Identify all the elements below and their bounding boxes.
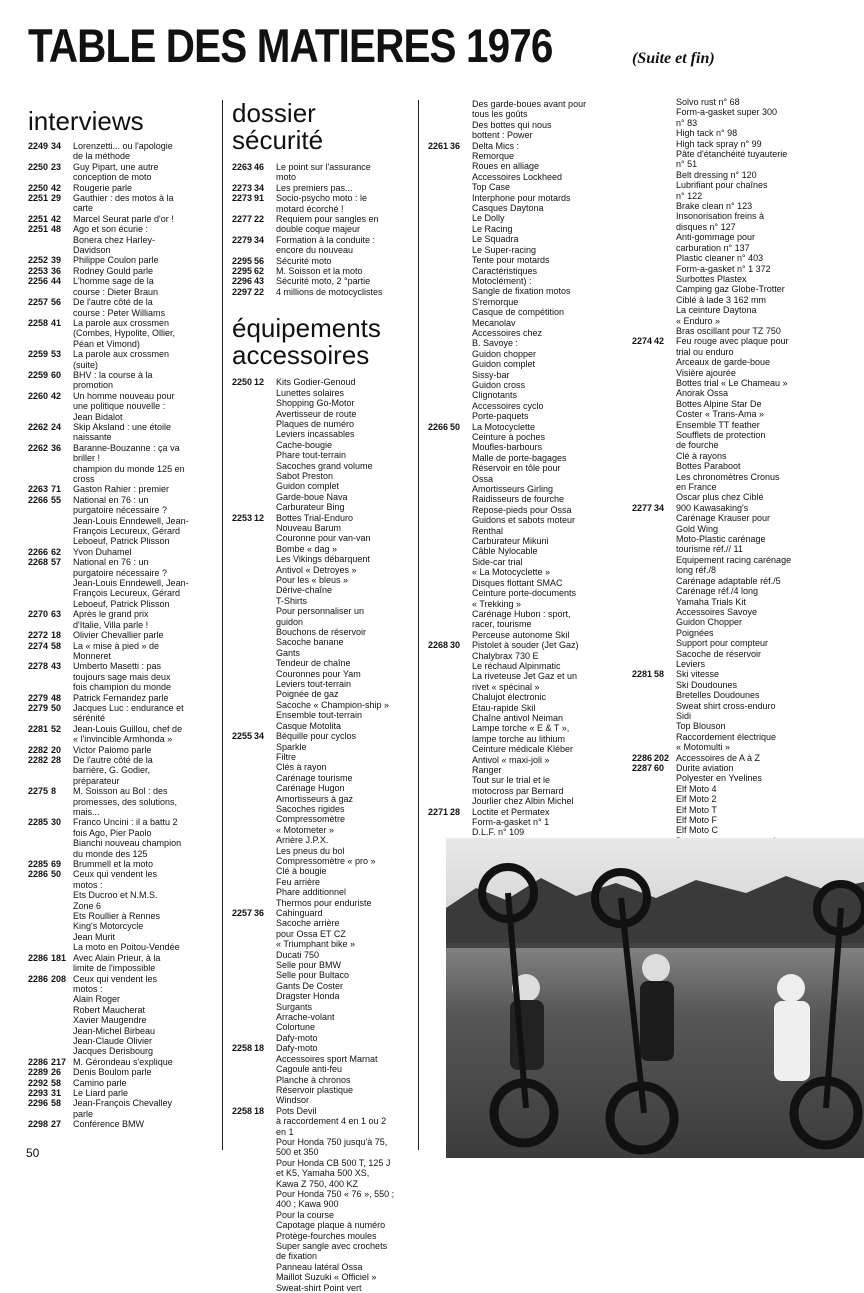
issue-number: 2270 [28,609,49,620]
entry-text: Béquille pour cyclos Sparkle Filtre Clés à rayon Carénage tourisme Carénage Hugon Amortisseurs à gaz Sacoches rigides Compressomètre « Motometer » Arrière J.P.X. Les pneus du bol Compressomètre « pro » Clé à bougie Feu arrière Phare additionnel Thermos pour enduriste [276,731,376,908]
page-ref: 58 [51,640,62,651]
toc-entry [28,193,220,214]
issue-number: 2261 [428,140,449,151]
toc-entry [28,318,220,349]
toc-entry [28,547,220,557]
issue-number: 2296 [232,276,253,287]
issue-number: 2257 [232,908,253,918]
issue-number: 2293 [28,1087,49,1098]
issue-number: 2258 [28,317,49,328]
entry-text: Delta Mics : Remorque Roues en alliage Accessoires Lockheed Top Case Interphone pour motards Casques Daytona Le Dolly Le Racing Le Squadra Le Super-racing Tente pour motards Caractéristiques Motoclément) : Sangle de fixation motos S'remorque Casque de compétition Mecanolav Accessoires chez B. Savoye : Guidon chopper Guidon complet Sissy-bar Guidon cross Clignotants Accessoires cyclo Porte-paquets [472,140,571,422]
toc-entry [28,1067,220,1077]
toc-entry [232,193,414,214]
entry-text: Jean-François Chevalley parle [73,1098,173,1119]
entry-text: La Motocyclette Ceinture à poches Moufles-barbours Malle de porte-bagages Réservoir en tôle pour Ossa Amortisseurs Girling Raidisseurs de fourche Repose-pieds pour Ossa Guidons et sabots moteur Renthal Carburateur Mikuni Câble Nylocable Side-car trial « La Motocyclette » Disques flottant SMAC Ceinture porte-documents « Trekking » Carénage Hubon : sport, racer, tourisme Perceuse autonome Skil [472,421,577,640]
toc-entry [28,1078,220,1088]
page-ref: 30 [450,640,461,651]
toc-entry [232,731,414,908]
entry-text: Bottes Trial-Enduro Nouveau Barum Couronne pour van-van Bombe « dag » Les Vikings débarquent Antivol « Detroyes » Pour les « bleus » Dérive-chaîne T-Shirts Pour personnaliser un guidon Bouchons de réservoir Sacoche banane Gants Tendeur de chaîne Couronnes pour Yam Leviers tout-terrain Poignée de gaz Sacoche « Champion-ship » Ensemble tout-terrain Casque Motolita [276,512,390,731]
issue-number: 2260 [28,390,49,401]
heading-line: dossier [232,98,316,128]
toc-entry [232,256,414,266]
entry-text: Solvo rust n° 68 Form-a-gasket super 300 n° 83 High tack n° 98 High tack spray n° 99 Pâte d'étanchéité tuyauterie n° 51 Belt dressing n° 120 Lubrifiant pour chaînes n° 122 Brake clean n° 123 Insonorisation freins à disques n° 127 Anti-gommage pour carburation n° 137 Plastic cleaner n° 403 Form-a-gasket n° 1 372 Surbottes Plastex Camping gaz Globe-Trotter Ciblé à lade 3 162 mm La ceinture Daytona « Enduro » Bras oscillant pour TZ 750 [676,97,788,336]
entry-text: Sécurité moto, 2 °partie [276,276,371,287]
entry-text: Brummell et la moto [73,859,154,870]
toc-entry [428,141,628,422]
issue-number: 2252 [28,255,49,266]
page-ref: 8 [51,786,57,797]
entry-text: Ago et son écurie : Bonera chez Harley- Davidson [73,224,156,256]
page-ref: 34 [654,502,665,513]
toc-entry [632,669,858,752]
issue-number: 2295 [232,266,253,277]
entry-text: Accessoires de A à Z [676,752,761,763]
issue-number: 2279 [232,234,253,245]
page-ref: 42 [51,390,62,401]
entry-text: 4 millions de motocyclistes [276,286,383,297]
page-ref: 12 [254,512,265,523]
page-ref: 34 [51,141,62,151]
toc-entry [28,745,220,755]
entry-text: Rougerie parle [73,182,133,193]
entry-text: Ceux qui vendent les motos : Ets Ducroo et N.M.S. Zone 6 Ets Roullier à Rennes King's Motorcycle Jean Murit La moto en Poitou-Vendée [73,869,180,953]
issue-number: 2279 [28,702,49,713]
entry-text: Les premiers pas... [276,182,353,193]
entry-text: Jean-Louis Guillou, chef de « l'invincible Armhonda » [73,723,183,745]
page-ref: 39 [51,255,62,266]
toc-entry [28,224,220,255]
issue-number: 2250 [28,182,49,193]
toc-entry [28,661,220,692]
page-ref: 36 [450,140,461,151]
issue-number: 2262 [28,421,49,432]
entry-text: Sécurité moto [276,255,332,266]
toc-entry [28,266,220,276]
issue-number: 2258 [232,1105,253,1116]
issue-number: 2285 [28,817,49,828]
toc-entry [28,422,220,443]
toc-entry [28,370,220,391]
issue-number: 2274 [28,640,49,651]
issue-number: 2272 [28,630,49,641]
issue-number: 2262 [28,442,49,453]
toc-entry [28,1119,220,1129]
issue-number: 2277 [232,214,253,225]
toc-entry [632,753,858,763]
page-ref: 60 [654,763,665,773]
page-ref: 217 [51,1056,67,1067]
page-ref: 62 [254,266,265,277]
page-ref: 34 [254,234,265,245]
issue-number: 2257 [28,297,49,308]
entry-text: Gauthier : des motos à la carte [73,193,174,214]
page-ref [654,97,676,336]
page-number: 50 [26,1146,40,1160]
toc-entry [28,786,220,817]
page-ref: 31 [51,1087,62,1098]
issue-number: 2286 [28,973,49,984]
interviews-list [28,141,220,1130]
entry-text: Baranne-Bouzanne : ça va briller ! champion du monde 125 en cross [73,442,185,484]
toc-entry [232,908,414,1043]
toc-entry [28,141,220,162]
toc-entry [28,443,220,485]
toc-entry [28,974,220,1057]
issue-number: 2274 [632,336,653,347]
issue-number: 2250 [232,377,253,388]
entry-text: Dafy-moto Accessoires sport Marnat Cagoule anti-feu Planche à chronos Réservoir plastique Windsor [276,1043,378,1106]
page-subtitle: (Suite et fin) [632,50,715,67]
page-ref: 48 [51,692,62,703]
toc-entry [632,97,858,336]
accessories-list [428,99,628,921]
issue-number: 2251 [28,224,49,235]
toc-entry [28,276,220,297]
toc-entry [232,162,414,183]
entry-text: Umberto Masetti : pas toujours sage mais deux fois champion du monde [73,661,172,693]
page-ref: 36 [51,265,62,276]
toc-entry [28,557,220,609]
page-ref: 43 [254,276,265,287]
toc-entry [232,276,414,286]
page-ref: 91 [254,193,265,204]
page-ref: 24 [51,421,62,432]
page-ref: 55 [51,494,62,505]
issue-number: 2253 [28,265,49,276]
entry-text: Patrick Fernandez parle [73,692,169,703]
page-ref: 50 [51,869,62,880]
toc-entry [28,693,220,703]
toc-entry [632,336,858,503]
toc-entry [232,513,414,732]
issue-number: 2251 [28,213,49,224]
toc-entry [28,755,220,786]
page-ref: 23 [51,161,62,172]
entry-text: De l'autre côté de la course : Peter Williams [73,297,166,318]
toc-entry [232,235,414,256]
entry-text: Gaston Rahier : premier [73,484,170,495]
toc-entry [28,609,220,630]
issue-number: 2287 [632,763,653,773]
entry-text: Guy Pipart, une autre conception de moto [73,161,159,183]
entry-text: 900 Kawasaking's Carénage Krauser pour Gold Wing Moto-Plastic carénage tourisme réf.// 11 Equipement racing carénage long réf./8 Carénage adaptable réf./5 Carénage réf./4 long Yamaha Trials Kit Accessoires Savoye Guidon Chopper Poignées Support pour compteur Sacoche de réservoir Leviers [676,502,792,669]
toc-entry [28,349,220,370]
entry-text: Loctite et Permatex Form-a-gasket n° 1 D.L.F. n° 109 [472,806,550,838]
page-ref: 46 [254,162,265,172]
entry-text: Le Liard parle [73,1087,129,1098]
page-ref: 57 [51,557,62,568]
entry-text: La parole aux crossmen (Combes, Hypolite, Ollier, Péan et Vimond) [73,317,176,349]
entry-text: Requiem pour sangles en double coque majeur [276,214,379,235]
toc-entry [232,1043,414,1105]
issue-number: 2271 [428,806,449,817]
toc-entry [28,255,220,265]
page-ref: 71 [51,484,62,495]
issue-number: 2286 [28,1056,49,1067]
page-ref: 58 [654,669,665,680]
section-heading-equipements [232,315,414,369]
entry-text: L'homme sage de la course : Dieter Braun [73,276,159,297]
entry-text: Des garde-boues avant pour tous les goûts Des bottes qui nous bottent : Power [472,99,587,141]
page-ref: 28 [51,754,62,765]
issue-number: 2273 [232,193,253,204]
issue-number: 2255 [232,731,253,742]
page-ref: 58 [51,1077,62,1088]
entry-text: Marcel Seurat parle d'or ! [73,213,174,224]
interviews-column [28,108,220,1130]
toc-entry [28,1088,220,1098]
issue-number: 2282 [28,744,49,755]
toc-entry [428,422,628,641]
entry-text: Ceux qui vendent les motos : Alain Roger Robert Maucherat Xavier Maugendre Jean-Michel Birbeau Jean-Claude Olivier Jacques Derisbourg [73,973,158,1057]
dossier-equipements-column [232,100,414,1293]
issue-number: 2268 [28,557,49,568]
issue-number: 2249 [28,141,49,151]
column-divider [418,100,419,1150]
page-ref: 42 [51,213,62,224]
issue-number: 2286 [632,752,653,763]
entry-text: Franco Uncini : il a battu 2 fois Ago, Pier Paolo Bianchi nouveau champion du monde des 125 [73,817,182,859]
section-heading-dossier [232,100,414,154]
page-ref: 18 [51,630,62,641]
toc-entry [28,724,220,745]
toc-entry [232,377,414,512]
entry-text: Jacques Luc : endurance et sérénité [73,702,184,724]
issue-number [632,97,654,336]
entry-text: Feu rouge avec plaque pour trial ou enduro Arceaux de garde-boue Visière ajourée Bottes trial « Le Chameau » Anorak Ossa Bottes Alpine Star De Coster « Trans-Ama » Ensemble TT feather Soufflets de protection de fourche Clé à rayons Bottes Paraboot Les chronomètres Cronus en France Oscar plus chez Ciblé [676,336,789,503]
page-ref: 41 [51,317,62,328]
toc-entry [28,859,220,869]
page-ref: 69 [51,859,62,870]
toc-entry [28,391,220,422]
page-ref: 30 [51,817,62,828]
page-ref [450,99,472,141]
entry-text: Rodney Gould parle [73,265,154,276]
page-ref: 44 [51,276,62,287]
page-ref: 56 [254,255,265,266]
toc-entry [232,266,414,276]
issue-number: 2253 [232,512,253,523]
issue-number: 2279 [28,692,49,703]
page-ref: 50 [51,702,62,713]
entry-text: Formation à la conduite : encore du nouveau [276,234,376,256]
page-ref: 22 [254,214,265,225]
entry-text: Pistolet à souder (Jet Gaz) Chalybrax 730 E Le réchaud Alpinmatic La riveteuse Jet Gaz et un rivet « spécinal » Chalujot électronic Etau-rapide Skil Chaîne antivol Neiman Lampe torche « E & T », lampe torche au lithium Ceinture médicale Kléber Antivol « maxi-joli » Ranger Tout sur le trial et le motocross par Bernard Jourlier chez Albin Michel [472,640,579,807]
column-divider [222,100,223,1150]
entry-text: Camino parle [73,1077,127,1088]
toc-entry [28,630,220,640]
entry-text: National en 76 : un purgatoire nécessaire ? Jean-Louis Enndewell, Jean- François Lecureux, Gérard Leboeuf, Patrick Plisson [73,494,189,547]
issue-number: 2266 [428,421,449,432]
issue-number: 2297 [232,286,253,297]
entry-text: Skip Aksland : une étoile naissante [73,421,172,443]
toc-entry [28,495,220,547]
page-ref: 34 [254,731,265,742]
issue-number: 2298 [28,1119,49,1130]
issue-number: 2251 [28,193,49,204]
toc-entry [632,503,858,670]
issue-number: 2292 [28,1077,49,1088]
toc-entry [428,99,628,141]
heading-line: équipements [232,313,381,344]
toc-entry [28,484,220,494]
entry-text: Victor Palomo parle [73,744,152,755]
issue-number: 2282 [28,754,49,765]
issue-number: 2295 [232,255,253,266]
page-ref: 26 [51,1067,62,1078]
page-ref: 29 [51,193,62,204]
issue-number: 2296 [28,1098,49,1109]
toc-entry [28,1057,220,1067]
toc-entry [232,1106,414,1293]
page-ref: 60 [51,369,62,380]
issue-number: 2273 [232,182,253,193]
issue-number: 2281 [28,723,49,734]
issue-number: 2268 [428,640,449,651]
toc-entry [28,1098,220,1119]
issue-number: 2263 [28,484,49,495]
issue-number: 2256 [28,276,49,287]
page-ref: 36 [254,908,265,918]
entry-text: M. Gérondeau s'explique [73,1056,173,1067]
page-ref: 42 [51,182,62,193]
issue-number: 2250 [28,161,49,172]
entry-text: Avec Alain Prieur, à la limite de l'impossible [73,952,161,974]
dossier-list [232,162,414,297]
heading-line: sécurité [232,125,324,155]
section-heading-interviews: interviews [28,106,144,136]
page-ref: 42 [654,336,665,347]
toc-entry [232,287,414,297]
toc-entry [28,641,220,662]
entry-text: Socio-psycho moto : le motard écorché ! [276,193,368,214]
entry-text: Pots Devil à raccordement 4 en 1 ou 2 en 1 Pour Honda 750 jusqu'à 75, 500 et 350 Pour Honda CB 500 T, 125 J et K5, Yamaha 500 XS, Kawa Z 750, 400 KZ Pour Honda 750 « 76 », 550 ; 400 ; Kawa 900 Pour la course Capotage plaque à numéro Protège-fourches moules Super sangle avec crochets de fixation Panneau latéral Ossa Maillot Suzuki « Officiel » Sweat-shirt Point vert [276,1105,395,1293]
accessories-column-4 [632,97,858,919]
issue-number: 2278 [28,661,49,672]
issue-number: 2259 [28,369,49,380]
page-ref: 36 [51,442,62,453]
page-ref: 43 [51,661,62,672]
page-ref: 181 [51,952,67,963]
entry-text: BHV : la course à la promotion [73,369,153,391]
page-ref: 202 [654,752,670,763]
page-ref: 50 [450,421,461,432]
toc-entry [28,953,220,974]
toc-entry [28,183,220,193]
entry-text: Conférence BMW [73,1119,145,1130]
issue-number: 2277 [632,502,653,513]
entry-text: Cahinguard Sacoche arrière pour Ossa ET CZ « Triumphant bike » Ducati 750 Selle pour BMW Selle pour Bultaco Gants De Coster Dragster Honda Surgants Arrache-volant Colortune Dafy-moto [276,908,356,1043]
entry-text: Philippe Coulon parle [73,255,159,266]
page-ref: 208 [51,973,67,984]
page-ref: 18 [254,1105,265,1116]
issue-number: 2259 [28,349,49,360]
issue-number [428,99,450,141]
entry-text: M. Soisson au Bol : des promesses, des solutions, mais... [73,786,178,817]
entry-text: Durite aviation Polyester en Yvelines Elf Moto 4 Elf Moto 2 Elf Moto T Elf Moto F Elf Moto C [676,763,762,836]
entry-text: M. Soisson et la moto [276,266,363,277]
entry-text: Ski vitesse Ski Doudounes Bretelles Doudounes Sweat shirt cross-enduro Sidi Top Blouson Raccordement électrique « Motomulti » [676,669,777,753]
page-ref: 63 [51,609,62,620]
heading-line: accessoires [232,340,370,371]
issue-number: 2266 [28,546,49,557]
entry-text: Le point sur l'assurance moto [276,162,371,183]
entry-text: Lorenzetti... ou l'apologie de la méthode [73,141,173,162]
issue-number: 2263 [232,162,253,172]
entry-text: Yvon Duhamel [73,546,132,557]
entry-text: National en 76 : un purgatoire nécessaire ? Jean-Louis Enndewell, Jean- François Lecureux, Gérard Leboeuf, Patrick Plisson [73,557,189,609]
page-ref: 58 [51,1098,62,1109]
toc-entry [28,703,220,724]
accessories-list [632,97,858,919]
toc-entry [28,214,220,224]
page-ref: 52 [51,723,62,734]
page-ref: 34 [254,182,265,193]
entry-text: Denis Boulom parle [73,1067,152,1078]
page-ref: 56 [51,297,62,308]
page-ref: 12 [254,377,265,388]
issue-number: 2289 [28,1067,49,1078]
toc-entry [232,214,414,235]
toc-entry [28,869,220,952]
entry-text: Kits Godier-Genoud Lunettes solaires Shopping Go-Motor Avertisseur de route Plaques de numéro Leviers incassables Cache-bougie Phare tout-terrain Sacoches grand volume Sabot Preston Guidon complet Garde-boue Nava Carburateur Bing [276,377,373,513]
trial-riders-photo [446,838,864,1158]
page-ref: 20 [51,744,62,755]
toc-entry [28,162,220,183]
photo-illustration [446,838,864,1158]
page-ref: 48 [51,224,62,235]
issue-number: 2266 [28,494,49,505]
toc-entry [28,297,220,318]
issue-number: 2281 [632,669,653,680]
page-title: TABLE DES MATIERES 1976 [28,19,553,72]
toc-entry [232,183,414,193]
issue-number: 2275 [28,786,49,797]
entry-text: La « mise à pied » de Monneret [73,640,160,661]
equipements-list [232,377,414,1293]
issue-number: 2285 [28,859,49,870]
issue-number: 2286 [28,869,49,880]
page-ref: 18 [254,1043,265,1054]
page-ref: 28 [450,806,461,817]
toc-entry [428,640,628,807]
issue-number: 2286 [28,952,49,963]
entry-text: Après le grand prix d'Italie, Villa parle ! [73,609,149,630]
toc-entry [28,817,220,859]
entry-text: La parole aux crossmen (suite) [73,349,170,370]
page-ref: 53 [51,349,62,360]
entry-text: Un homme nouveau pour une politique nouvelle : Jean Bidalot [73,390,175,422]
page-ref: 27 [51,1119,62,1130]
accessories-column-3 [428,99,628,921]
issue-number: 2258 [232,1043,253,1054]
entry-text: Olivier Chevallier parle [73,630,164,641]
page-ref: 62 [51,546,62,557]
entry-text: De l'autre côté de la barrière, G. Godier, préparateur [73,754,153,786]
page-ref: 22 [254,286,265,297]
